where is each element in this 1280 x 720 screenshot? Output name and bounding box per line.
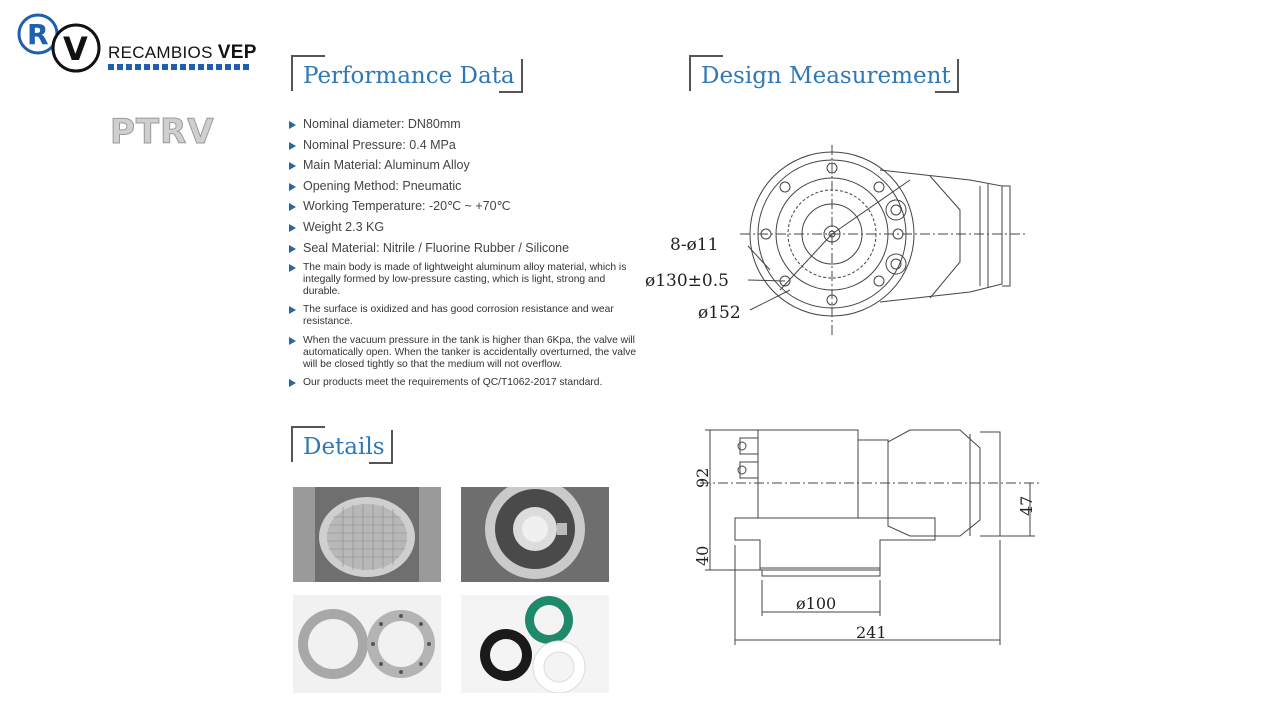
- spec-item: Weight 2.3 KG: [289, 217, 639, 238]
- spec-item: Nominal Pressure: 0.4 MPa: [289, 135, 639, 156]
- description-item: When the vacuum pressure in the tank is higher than 6Kpa, the valve will automatically open. When the tanker is accidentally overturned, the valve will be closed tightly so that the medium will not overflow.: [289, 335, 644, 370]
- spec-list: [289, 114, 639, 258]
- description-list: [289, 262, 644, 396]
- description-item: The main body is made of lightweight aluminum alloy material, which is integally formed by low-pressure casting, which is light, strong and durable.: [289, 262, 644, 297]
- side-view-drawing: [680, 420, 1060, 650]
- outer-diameter-label: ø152: [698, 303, 741, 323]
- spec-item: Seal Material: Nitrile / Fluorine Rubber / Silicone: [289, 238, 639, 259]
- length-label: 241: [856, 623, 887, 642]
- brand-name: RECAMBIOS VEP: [108, 42, 257, 63]
- brand-logo: [16, 8, 256, 78]
- svg-text:V: V: [63, 30, 88, 68]
- spec-item: Main Material: Aluminum Alloy: [289, 155, 639, 176]
- design-title: Design Measurement: [689, 55, 959, 93]
- detail-photo-filter-screen: [293, 487, 441, 582]
- height-lower-label: 40: [693, 545, 712, 566]
- detail-photo-seal-gaskets: [461, 595, 609, 693]
- outlet-height-label: 47: [1017, 495, 1036, 516]
- spec-item: Working Temperature: -20℃ ~ +70℃: [289, 196, 639, 217]
- holes-label: 8-ø11: [670, 235, 719, 255]
- description-item: The surface is oxidized and has good corrosion resistance and wear resistance.: [289, 304, 644, 328]
- svg-text:R: R: [27, 18, 49, 51]
- details-title: Details: [291, 426, 393, 464]
- model-name: PTRV: [110, 112, 215, 152]
- front-view-drawing: [640, 140, 1040, 340]
- performance-title: Performance Data: [291, 55, 523, 93]
- bottom-diameter-label: ø100: [796, 594, 837, 613]
- brand-underline: [108, 64, 250, 70]
- height-upper-label: 92: [693, 467, 712, 488]
- brand-monogram-icon: [16, 8, 106, 78]
- detail-photo-flanges: [293, 595, 441, 693]
- spec-item: Nominal diameter: DN80mm: [289, 114, 639, 135]
- detail-photo-valve-seat: [461, 487, 609, 582]
- description-item: Our products meet the requirements of QC/T1062-2017 standard.: [289, 377, 644, 389]
- spec-item: Opening Method: Pneumatic: [289, 176, 639, 197]
- pcd-label: ø130±0.5: [645, 271, 729, 291]
